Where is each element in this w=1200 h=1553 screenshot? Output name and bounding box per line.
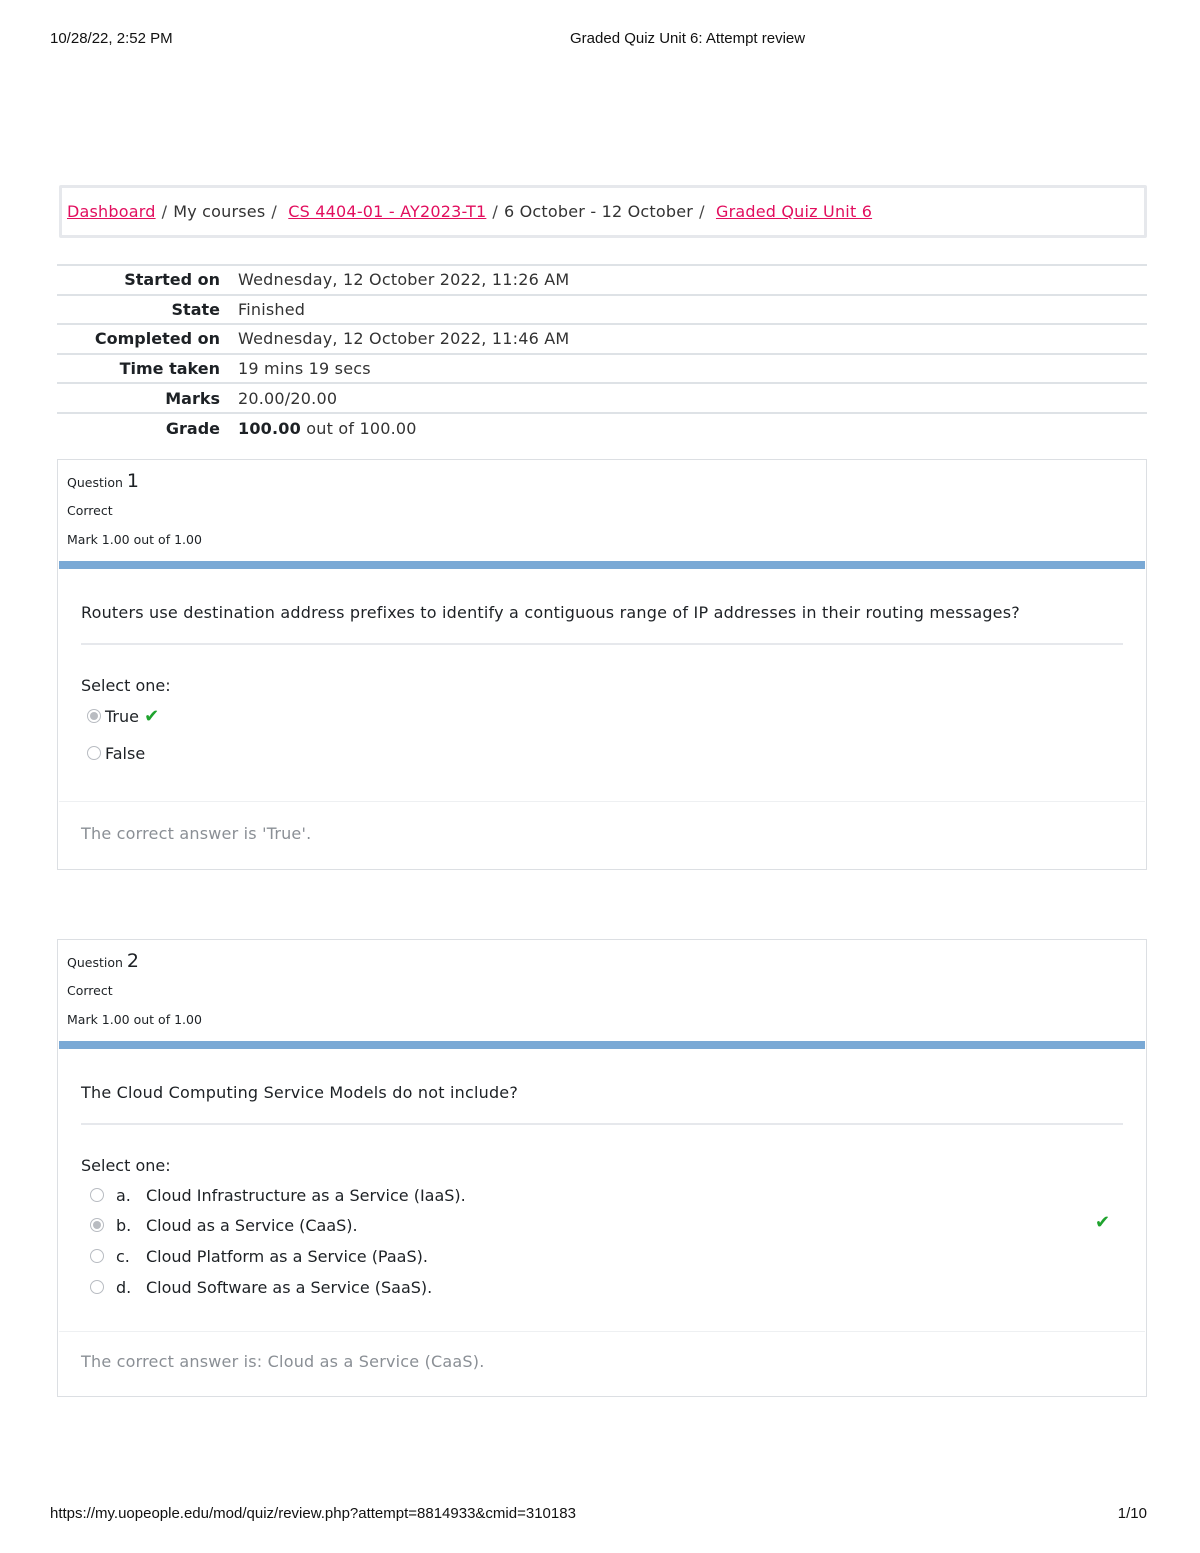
print-datetime: 10/28/22, 2:52 PM <box>50 30 173 47</box>
summary-row-state <box>57 295 1147 325</box>
answer-option-true[interactable] <box>87 706 159 727</box>
summary-label: Completed on <box>94 329 220 349</box>
question-grade: Mark 1.00 out of 1.00 <box>67 1012 202 1027</box>
answer-text: Cloud as a Service (CaaS). <box>146 1216 358 1235</box>
grade-suffix: out of 100.00 <box>306 418 417 438</box>
print-footer <box>0 1505 1200 1525</box>
print-header <box>0 30 1200 50</box>
breadcrumb-section: 6 October - 12 October <box>503 202 694 221</box>
answer-text: True <box>105 707 139 726</box>
answer-option-c[interactable] <box>90 1247 428 1266</box>
breadcrumb-separator: / <box>492 202 498 221</box>
question-2 <box>57 939 1147 1397</box>
summary-value: 20.00/20.00 <box>238 388 338 408</box>
breadcrumb <box>59 185 1147 238</box>
answer-text: Cloud Infrastructure as a Service (IaaS). <box>146 1186 466 1205</box>
breadcrumb-quiz-link[interactable]: Graded Quiz Unit 6 <box>715 202 873 221</box>
breadcrumb-dashboard-link[interactable]: Dashboard <box>67 202 156 221</box>
summary-row-time-taken <box>57 354 1147 384</box>
question-content <box>59 1041 1145 1331</box>
summary-label: Grade <box>165 418 220 438</box>
radio-button[interactable] <box>87 709 101 723</box>
breadcrumb-course-link[interactable]: CS 4404-01 - AY2023-T1 <box>288 202 487 221</box>
summary-value: Wednesday, 12 October 2022, 11:46 AM <box>238 329 570 349</box>
summary-value: 19 mins 19 secs <box>238 359 371 379</box>
question-1 <box>57 459 1147 870</box>
answer-letter: c. <box>116 1247 130 1266</box>
answer-letter: d. <box>116 1278 132 1297</box>
question-number-row <box>67 470 202 496</box>
summary-label: State <box>171 299 220 319</box>
answer-letter: b. <box>116 1216 132 1235</box>
question-number: 2 <box>126 950 139 972</box>
radio-button[interactable] <box>87 746 101 760</box>
select-one-prompt: Select one: <box>81 676 171 695</box>
question-number-row <box>67 950 202 976</box>
breadcrumb-separator: / <box>271 202 277 221</box>
check-icon: ✔ <box>144 706 160 727</box>
select-one-prompt: Select one: <box>81 1156 171 1175</box>
summary-row-grade <box>57 413 1147 443</box>
breadcrumb-separator: / <box>161 202 168 221</box>
summary-label: Time taken <box>119 359 220 379</box>
right-answer-text: The correct answer is 'True'. <box>81 824 312 843</box>
print-title: Graded Quiz Unit 6: Attempt review <box>570 30 806 47</box>
answer-option-false[interactable] <box>87 744 145 763</box>
question-divider <box>81 1123 1123 1125</box>
summary-label: Started on <box>124 270 220 290</box>
summary-value: Finished <box>238 299 306 319</box>
attempt-summary-table <box>57 264 1147 443</box>
answer-text: False <box>105 744 146 763</box>
radio-button[interactable] <box>90 1218 104 1232</box>
check-icon: ✔ <box>1095 1212 1111 1233</box>
radio-button[interactable] <box>90 1280 104 1294</box>
answer-option-d[interactable] <box>90 1278 432 1297</box>
breadcrumb-separator: / <box>699 202 705 221</box>
grade-value: 100.00 <box>238 418 301 438</box>
summary-value <box>229 413 1147 443</box>
question-text: Routers use destination address prefixes to identify a contiguous range of IP addresses in their routing messages? <box>81 603 1020 622</box>
summary-value: Wednesday, 12 October 2022, 11:26 AM <box>238 270 570 290</box>
question-info <box>67 470 202 554</box>
question-content <box>59 561 1145 801</box>
summary-label: Marks <box>165 388 220 408</box>
answer-letter: a. <box>116 1186 131 1205</box>
question-grade: Mark 1.00 out of 1.00 <box>67 532 202 547</box>
question-info <box>67 950 202 1034</box>
breadcrumb-my-courses: My courses <box>173 202 266 221</box>
summary-row-marks <box>57 383 1147 413</box>
print-url: https://my.uopeople.edu/mod/quiz/review.php?attempt=8814933&cmid=310183 <box>50 1505 576 1522</box>
question-state: Correct <box>67 983 113 998</box>
radio-button[interactable] <box>90 1188 104 1202</box>
question-text: The Cloud Computing Service Models do not include? <box>81 1083 519 1102</box>
radio-button[interactable] <box>90 1249 104 1263</box>
right-answer-text: The correct answer is: Cloud as a Service (CaaS). <box>81 1352 485 1371</box>
answer-option-a[interactable] <box>90 1186 466 1205</box>
answer-text: Cloud Platform as a Service (PaaS). <box>146 1247 428 1266</box>
summary-row-completed <box>57 324 1147 354</box>
question-label: Question <box>67 955 123 970</box>
summary-row-started <box>57 265 1147 295</box>
question-divider <box>81 643 1123 645</box>
question-state: Correct <box>67 503 113 518</box>
question-feedback <box>59 1331 1145 1396</box>
answer-text: Cloud Software as a Service (SaaS). <box>146 1278 433 1297</box>
question-number: 1 <box>126 470 139 492</box>
question-label: Question <box>67 475 123 490</box>
question-feedback <box>59 801 1145 869</box>
print-page-number: 1/10 <box>1117 1505 1147 1522</box>
answer-option-b[interactable] <box>90 1216 358 1235</box>
